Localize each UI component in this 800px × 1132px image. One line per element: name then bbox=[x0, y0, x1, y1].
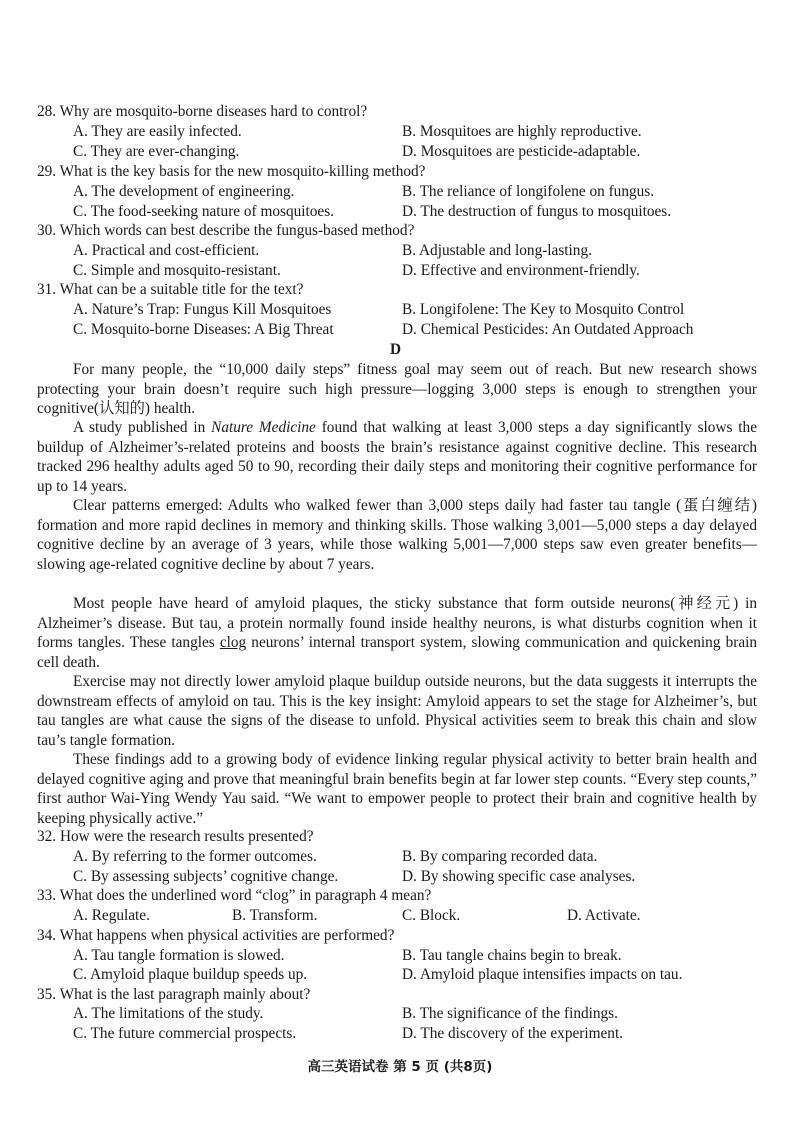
question-29-option-b: B. The reliance of longifolene on fungus. bbox=[402, 183, 655, 200]
paragraph-4-lead: Most people have heard of amyloid plaques, the sticky substance that form outside neurons(神经元) in Alzheimer’s disease. But tau, a protein normally found inside healthy neurons, is what disturbs cognition when it forms tangles. These tangles bbox=[37, 595, 757, 651]
question-32-option-a: A. By referring to the former outcomes. bbox=[73, 848, 317, 865]
page-footer: 高三英语试卷 第 5 页 (共8页) bbox=[307, 1059, 493, 1075]
question-30-option-b: B. Adjustable and long-lasting. bbox=[402, 242, 592, 259]
question-34-option-b: B. Tau tangle chains begin to break. bbox=[402, 947, 622, 964]
question-31-stem: 31. What can be a suitable title for the text? bbox=[37, 281, 304, 298]
question-34-stem: 34. What happens when physical activities are performed? bbox=[37, 927, 395, 944]
question-35-stem: 35. What is the last paragraph mainly about? bbox=[37, 986, 311, 1003]
journal-name: Nature Medicine bbox=[211, 419, 316, 436]
question-35-option-d: D. The discovery of the experiment. bbox=[402, 1025, 624, 1042]
question-29-option-c: C. The food-seeking nature of mosquitoes. bbox=[73, 203, 334, 220]
question-32-option-b: B. By comparing recorded data. bbox=[402, 848, 598, 865]
question-35-option-c: C. The future commercial prospects. bbox=[73, 1025, 297, 1042]
question-31-option-a: A. Nature’s Trap: Fungus Kill Mosquitoes bbox=[73, 301, 332, 318]
passage-paragraph-5: Exercise may not directly lower amyloid plaque buildup outside neurons, but the data suggests it interrupts the downstream effects of amyloid on tau. This is the key insight: Amyloid appears to set the stage for Alzheimer’s, but tau tangles are what cause the signs of the disease to unfold. Physical activities seem to break this chain and slow tau’s tangle formation. bbox=[37, 673, 757, 749]
question-33-option-b: B. Transform. bbox=[232, 907, 318, 924]
passage-paragraph-6: These findings add to a growing body of evidence linking regular physical activity to better brain health and delayed cognitive aging and prove that meaningful brain benefits begin at far lower step counts. “Every step counts,” first author Wai-Ying Wendy Yau said. “We want to empower people to protect their brain and cognitive health by keeping physically active.” bbox=[37, 751, 757, 827]
underlined-word-clog: clog bbox=[219, 634, 247, 651]
question-34-option-d: D. Amyloid plaque intensifies impacts on tau. bbox=[402, 966, 683, 983]
passage-paragraph-4 bbox=[37, 594, 757, 672]
question-29-option-a: A. The development of engineering. bbox=[73, 183, 295, 200]
section-label: D bbox=[390, 341, 402, 358]
question-28-option-d: D. Mosquitoes are pesticide-adaptable. bbox=[402, 143, 641, 160]
question-28-stem: 28. Why are mosquito-borne diseases hard to control? bbox=[37, 103, 368, 120]
paragraph-2-lead: A study published in bbox=[73, 419, 212, 436]
passage-paragraph-2 bbox=[37, 418, 757, 496]
question-32-option-d: D. By showing specific case analyses. bbox=[402, 868, 636, 885]
question-30-option-d: D. Effective and environment-friendly. bbox=[402, 262, 640, 279]
question-34-option-a: A. Tau tangle formation is slowed. bbox=[73, 947, 285, 964]
question-32-option-c: C. By assessing subjects’ cognitive change. bbox=[73, 868, 339, 885]
question-35-option-a: A. The limitations of the study. bbox=[73, 1005, 264, 1022]
question-30-stem: 30. Which words can best describe the fungus-based method? bbox=[37, 222, 415, 239]
question-31-option-c: C. Mosquito-borne Diseases: A Big Threat bbox=[73, 321, 334, 338]
question-35-option-b: B. The significance of the findings. bbox=[402, 1005, 618, 1022]
question-28-option-c: C. They are ever-changing. bbox=[73, 143, 240, 160]
question-31-option-b: B. Longifolene: The Key to Mosquito Control bbox=[402, 301, 685, 318]
question-33-option-c: C. Block. bbox=[402, 907, 461, 924]
paragraph-2-rest: found that walking at least 3,000 steps a day significantly slows the buildup of Alzheimer’s-related proteins and boosts the brain’s resistance against cognitive decline. This research tracked 296 healthy adults aged 50 to 90, recording their daily steps and monitoring their cognitive performance for up to 14 years. bbox=[37, 419, 757, 495]
question-32-stem: 32. How were the research results presented? bbox=[37, 828, 314, 845]
question-31-option-d: D. Chemical Pesticides: An Outdated Approach bbox=[402, 321, 694, 338]
question-33-option-a: A. Regulate. bbox=[73, 907, 150, 924]
question-29-option-d: D. The destruction of fungus to mosquitoes. bbox=[402, 203, 672, 220]
question-30-option-a: A. Practical and cost-efficient. bbox=[73, 242, 260, 259]
question-28-option-b: B. Mosquitoes are highly reproductive. bbox=[402, 123, 642, 140]
question-28-option-a: A. They are easily infected. bbox=[73, 123, 242, 140]
passage-paragraph-3: Clear patterns emerged: Adults who walked fewer than 3,000 steps daily had faster tau tangle (蛋白缠结) formation and more rapid declines in memory and thinking skills. Those walking 3,001—5,000 steps a day delayed cognitive decline by an average of 3 years, while those walking 5,001—7,000 steps saw even greater benefits— slowing age-related cognitive decline by about 7 years. bbox=[37, 497, 757, 573]
question-33-option-d: D. Activate. bbox=[567, 907, 641, 924]
question-33-stem: 33. What does the underlined word “clog” in paragraph 4 mean? bbox=[37, 887, 432, 904]
passage-paragraph-1: For many people, the “10,000 daily steps” fitness goal may seem out of reach. But new research shows protecting your brain doesn’t require such high pressure—logging 3,000 steps is enough to strengthen your cognitive(认知的) health. bbox=[37, 361, 757, 417]
question-30-option-c: C. Simple and mosquito-resistant. bbox=[73, 262, 281, 279]
question-29-stem: 29. What is the key basis for the new mosquito-killing method? bbox=[37, 163, 426, 180]
question-34-option-c: C. Amyloid plaque buildup speeds up. bbox=[73, 966, 308, 983]
paragraph-4-rest: neurons’ internal transport system, slowing communication and quickening brain cell death. bbox=[37, 634, 758, 671]
